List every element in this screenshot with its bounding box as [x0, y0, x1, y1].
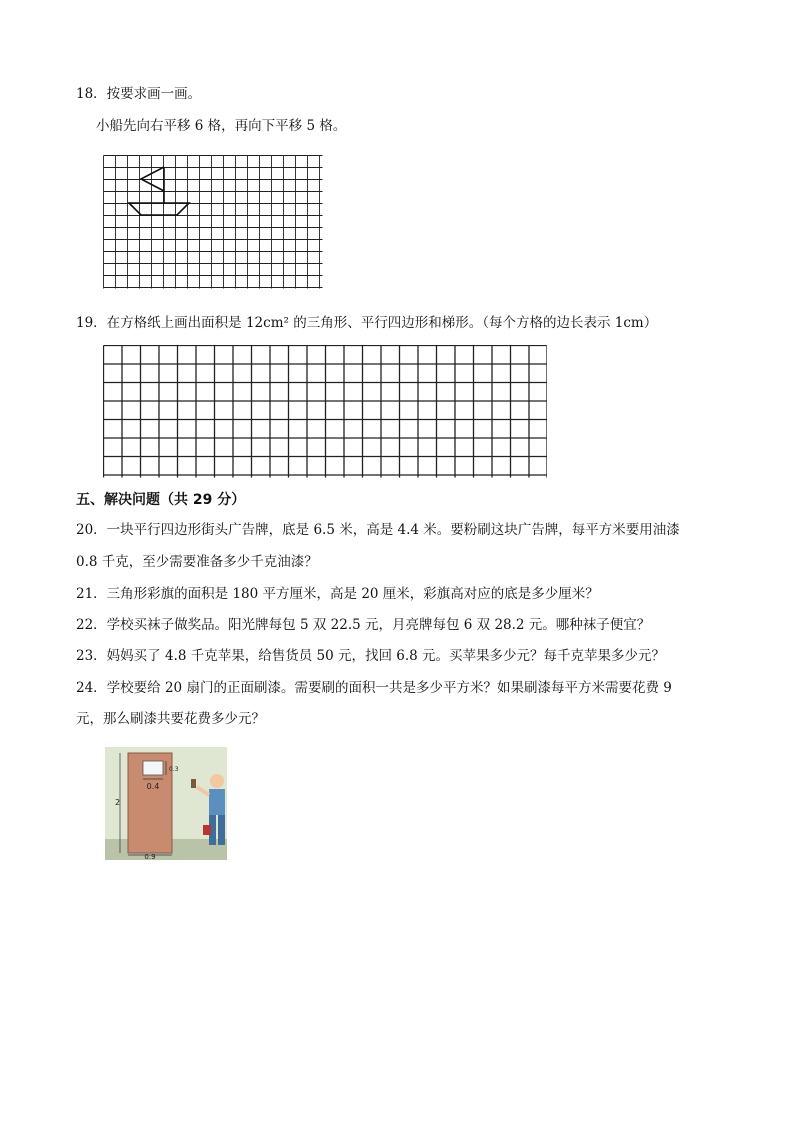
door-width-label: 0.9 — [144, 853, 156, 860]
question-20-line1: 20．一块平行四边形街头广告牌，底是 6.5 米，高是 4.4 米。要粉刷这块广告牌，每平方米要用油漆 — [76, 522, 680, 538]
question-22: 22．学校买袜子做奖品。阳光牌每包 5 双 22.5 元，月亮牌每包 6 双 28.2 元。哪种袜子便宜？ — [76, 617, 651, 633]
question-23: 23．妈妈买了 4.8 千克苹果，给售货员 50 元，找回 6.8 元。买苹果多少元？每千克苹果多少元？ — [76, 648, 666, 664]
door-window — [143, 761, 163, 775]
boat-sail — [141, 167, 164, 191]
window-width-label: 0.4 — [146, 782, 160, 791]
area-grid-lines — [104, 346, 548, 478]
door-height-label: 2 — [115, 798, 121, 807]
boat-grid — [103, 155, 323, 289]
question-24-line1: 24．学校要给 20 扇门的正面刷漆。需要刷的面积一共是多少平方米？如果刷漆每平方米需要花费 9 — [76, 680, 672, 696]
window-height-label: 0.3 — [169, 766, 179, 773]
door-picture — [105, 747, 227, 860]
boat-grid-lines — [104, 156, 323, 289]
question-21: 21．三角形彩旗的面积是 180 平方厘米，高是 20 厘米，彩旗高对应的底是多少厘米？ — [76, 586, 599, 602]
sailboat-figure — [129, 167, 189, 215]
boat-hull — [129, 203, 189, 215]
question-18-instruction: 小船先向右平移 6 格，再向下平移 5 格。 — [96, 118, 347, 134]
question-20-line2: 0.8 千克，至少需要准备多少千克油漆？ — [76, 554, 318, 570]
question-24-line2: 元，那么刷漆共要花费多少元？ — [76, 711, 265, 727]
question-18-title: 18．按要求画一画。 — [76, 86, 202, 102]
area-grid — [103, 345, 547, 478]
section-five-heading: 五、解决问题（共 29 分） — [76, 492, 246, 508]
question-19-title: 19．在方格纸上画出面积是 12cm² 的三角形、平行四边形和梯形。（每个方格的边长表示 1cm） — [76, 315, 658, 331]
